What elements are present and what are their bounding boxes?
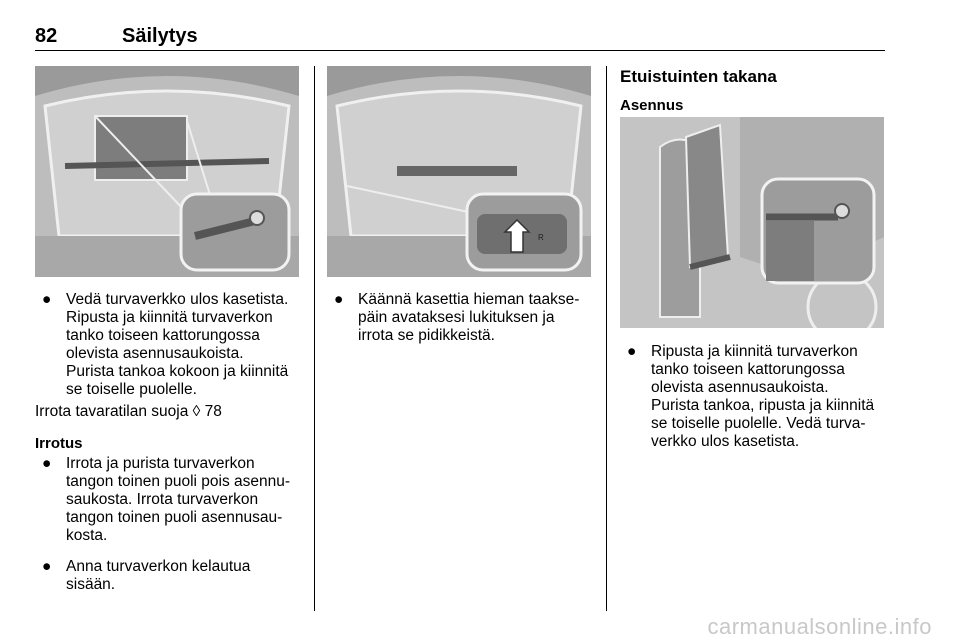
bullet-line: Ripusta ja kiinnitä turvaverkon xyxy=(66,309,273,326)
subheading-removal: Irrotus xyxy=(35,435,83,452)
column-divider-2 xyxy=(606,66,607,611)
section-heading-behind-front-seats: Etuistuinten takana xyxy=(620,67,777,86)
cross-reference-text: Irrota tavaratilan suoja xyxy=(35,403,189,420)
bullet-line: irrota se pidikkeistä. xyxy=(358,327,495,344)
bullet-marker: ● xyxy=(42,455,52,472)
page-number: 82 xyxy=(35,25,58,47)
watermark: carmanualsonline.info xyxy=(707,614,932,639)
bullet-line: olevista asennusaukoista. xyxy=(651,379,829,396)
bullet-line: Purista tankoa, ripusta ja kiinnitä xyxy=(651,397,875,414)
figure-cassette-release xyxy=(327,66,591,277)
bullet-line: se toiselle puolelle. Vedä turva- xyxy=(651,415,866,432)
column-divider-1 xyxy=(314,66,315,611)
list-item-rotate-cassette xyxy=(327,291,602,345)
bullet-line: Purista tankoa kokoon ja kiinnitä xyxy=(66,363,289,380)
bullet-marker: ● xyxy=(627,343,637,360)
header-rule xyxy=(35,50,885,51)
bullet-line: verkko ulos kasetista. xyxy=(651,433,800,450)
bullet-line: tangon toinen puoli pois asennu- xyxy=(66,473,291,490)
bullet-line: tangon toinen puoli asennusau- xyxy=(66,509,283,526)
bullet-line: Irrota ja purista turvaverkon xyxy=(66,455,255,472)
bullet-line: tanko toiseen kattorungossa xyxy=(66,327,260,344)
bullet-line: Anna turvaverkon kelautua xyxy=(66,558,251,575)
bullet-marker: ● xyxy=(42,291,52,308)
cross-reference xyxy=(35,403,305,421)
bullet-marker: ● xyxy=(334,291,344,308)
bullet-line: Vedä turvaverkko ulos kasetista. xyxy=(66,291,289,308)
figure-lock-label: R xyxy=(538,233,544,242)
bullet-line: sisään. xyxy=(66,576,116,593)
bullet-line: kosta. xyxy=(66,527,108,544)
list-item-hang-bar xyxy=(620,343,890,451)
figure-seat-back-install xyxy=(620,117,884,328)
bullet-line: päin avataksesi lukituksen ja xyxy=(358,309,555,326)
list-item-remove-bar xyxy=(35,455,305,545)
bullet-line: olevista asennusaukoista. xyxy=(66,345,244,362)
list-item-retract-net xyxy=(35,558,305,594)
page-reference-icon: ◊ xyxy=(192,403,201,420)
bullet-line: Ripusta ja kiinnitä turvaverkon xyxy=(651,343,858,360)
page-title: Säilytys xyxy=(122,25,198,47)
bullet-marker: ● xyxy=(42,558,52,575)
list-item-pull-net xyxy=(35,291,305,399)
bullet-line: saukosta. Irrota turvaverkon xyxy=(66,491,259,508)
subheading-installation: Asennus xyxy=(620,97,684,114)
cross-reference-page[interactable]: 78 xyxy=(204,403,222,420)
figure-trunk-net-install xyxy=(35,66,299,277)
bullet-line: se toiselle puolelle. xyxy=(66,381,197,398)
bullet-line: Käännä kasettia hieman taakse- xyxy=(358,291,580,308)
bullet-line: tanko toiseen kattorungossa xyxy=(651,361,845,378)
